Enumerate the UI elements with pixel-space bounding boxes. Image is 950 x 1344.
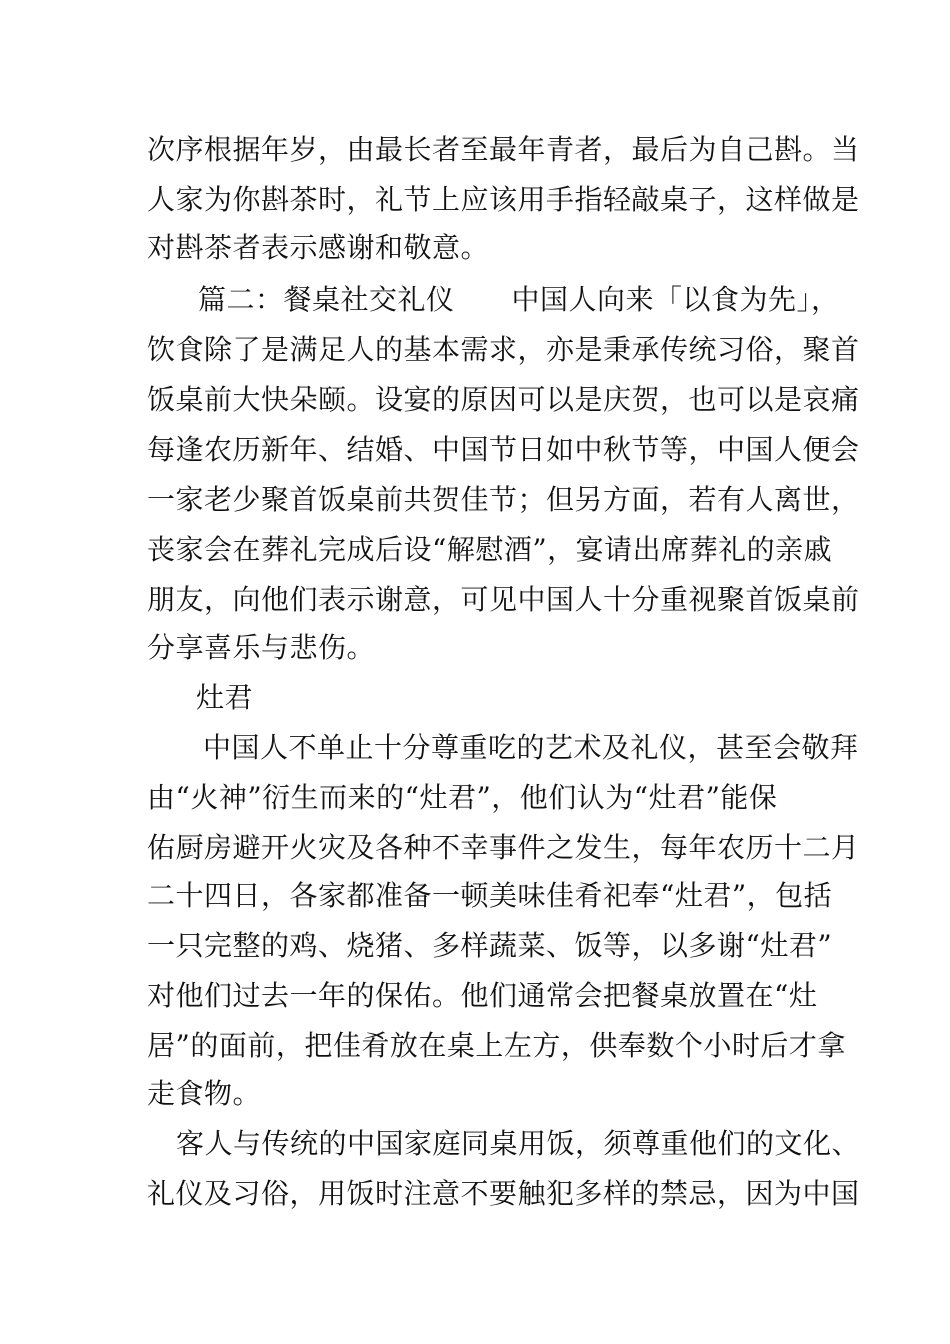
text-line: 居”的面前，把佳肴放在桌上左方，供奉数个小时后才拿	[147, 1029, 846, 1062]
text-line: 对他们过去一年的保佑。他们通常会把餐桌放置在“灶	[147, 979, 818, 1012]
text-line: 每逢农历新年、结婚、中国节日如中秋节等，中国人便会	[147, 433, 860, 466]
text-line: 中国人不单止十分尊重吃的艺术及礼仪，甚至会敬拜	[203, 731, 859, 764]
text-line: 佑厨房避开火灾及各种不幸事件之发生，每年农历十二月	[147, 831, 860, 864]
text-line: 一只完整的鸡、烧猪、多样蔬菜、饭等，以多谢“灶君”	[147, 929, 833, 962]
text-line: 朋友，向他们表示谢意，可见中国人十分重视聚首饭桌前	[147, 583, 860, 616]
text-line: 次序根据年岁，由最长者至最年青者，最后为自己斟。当	[147, 133, 860, 166]
text-line: 分享喜乐与悲伤。	[147, 631, 376, 664]
subheading: 灶君	[196, 681, 254, 714]
text-line: 一家老少聚首饭桌前共贺佳节；但另方面，若有人离世，	[147, 483, 860, 516]
section-heading-line: 篇二：餐桌社交礼仪 中国人向来「以食为先」，	[198, 283, 840, 316]
text-line: 走食物。	[147, 1077, 262, 1110]
text-line: 人家为你斟茶时，礼节上应该用手指轻敲桌子，这样做是	[147, 183, 860, 216]
text-line: 礼仪及习俗，用饭时注意不要触犯多样的禁忌，因为中国	[147, 1177, 860, 1210]
text-line: 丧家会在葬礼完成后设“解慰酒”，宴请出席葬礼的亲戚	[147, 533, 833, 566]
text-line: 客人与传统的中国家庭同桌用饭，须尊重他们的文化、	[176, 1127, 861, 1160]
text-line: 二十四日，各家都准备一顿美味佳肴祀奉“灶君”，包括	[147, 879, 833, 912]
text-line: 饭桌前大快朵颐。设宴的原因可以是庆贺，也可以是哀痛	[147, 383, 860, 416]
text-line: 饮食除了是满足人的基本需求，亦是秉承传统习俗，聚首	[147, 333, 860, 366]
text-line: 对斟茶者表示感谢和敬意。	[147, 231, 490, 264]
text-line: 由“火神”衍生而来的“灶君”，他们认为“灶君”能保	[147, 781, 778, 814]
